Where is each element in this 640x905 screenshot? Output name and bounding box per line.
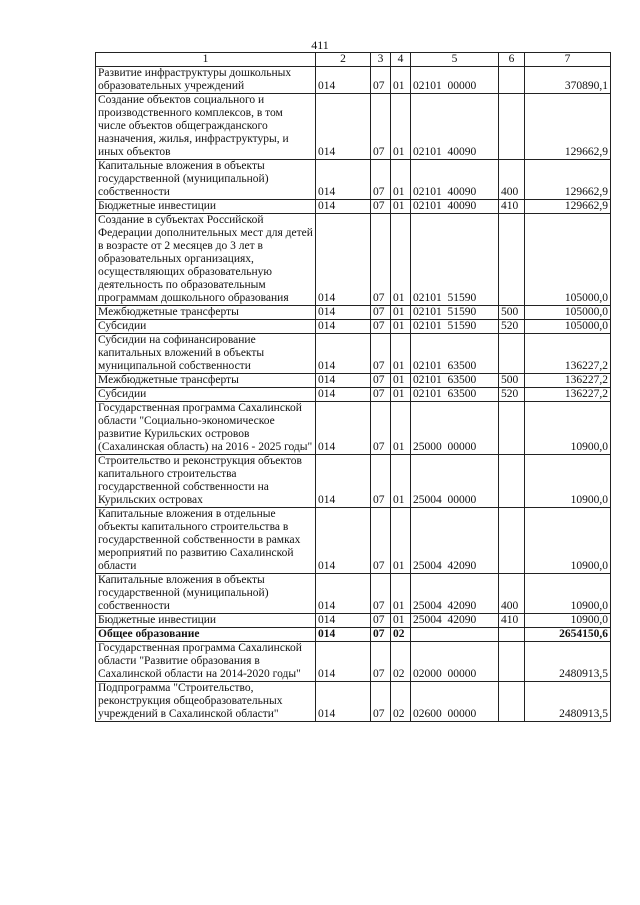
row-ministry-code: 014 [316, 574, 371, 614]
table-row [96, 628, 611, 642]
table-row [96, 682, 611, 722]
row-amount: 105000,0 [525, 306, 611, 320]
row-subsection-code: 01 [391, 320, 411, 334]
row-section-code: 07 [371, 200, 391, 214]
row-expense-type-code [499, 508, 525, 574]
row-expense-type-code [499, 67, 525, 94]
row-section-code: 07 [371, 574, 391, 614]
table-row [96, 200, 611, 214]
row-section-code: 07 [371, 642, 391, 682]
table-row [96, 67, 611, 94]
row-ministry-code: 014 [316, 614, 371, 628]
row-target-article-code: 25004 42090 [411, 614, 499, 628]
row-target-article-code: 25004 42090 [411, 508, 499, 574]
row-section-code: 07 [371, 306, 391, 320]
row-subsection-code: 02 [391, 642, 411, 682]
row-expense-type-code: 410 [499, 200, 525, 214]
row-subsection-code: 01 [391, 306, 411, 320]
row-target-article-code: 02600 00000 [411, 682, 499, 722]
row-subsection-code: 01 [391, 455, 411, 508]
row-section-code: 07 [371, 508, 391, 574]
row-expense-type-code: 500 [499, 374, 525, 388]
row-amount: 129662,9 [525, 94, 611, 160]
row-subsection-code: 01 [391, 214, 411, 306]
row-subsection-code: 01 [391, 508, 411, 574]
table-row [96, 94, 611, 160]
row-amount: 2480913,5 [525, 682, 611, 722]
column-header: 1 [96, 53, 316, 67]
row-name: Межбюджетные трансферты [96, 306, 316, 320]
table-row [96, 642, 611, 682]
row-target-article-code: 02101 51590 [411, 306, 499, 320]
row-expense-type-code: 400 [499, 574, 525, 614]
row-subsection-code: 01 [391, 574, 411, 614]
table-row [96, 374, 611, 388]
row-expense-type-code [499, 455, 525, 508]
column-header: 6 [499, 53, 525, 67]
row-name: Межбюджетные трансферты [96, 374, 316, 388]
table-row [96, 455, 611, 508]
row-target-article-code: 02101 63500 [411, 334, 499, 374]
row-ministry-code: 014 [316, 374, 371, 388]
row-section-code: 07 [371, 388, 391, 402]
row-amount: 136227,2 [525, 334, 611, 374]
row-name: Создание в субъектах Российской Федерации дополнительных мест для детей в возрасте от 2 месяцев до 3 лет в образовательных организациях, осуществляющих образовательную деятельность по образовательным программам дошкольного образования [96, 214, 316, 306]
row-section-code: 07 [371, 402, 391, 455]
row-ministry-code: 014 [316, 94, 371, 160]
row-amount: 10900,0 [525, 574, 611, 614]
row-section-code: 07 [371, 614, 391, 628]
row-ministry-code: 014 [316, 200, 371, 214]
row-expense-type-code: 500 [499, 306, 525, 320]
row-amount: 105000,0 [525, 320, 611, 334]
row-target-article-code: 02101 51590 [411, 320, 499, 334]
row-ministry-code: 014 [316, 402, 371, 455]
row-amount: 105000,0 [525, 214, 611, 306]
row-expense-type-code: 520 [499, 320, 525, 334]
row-section-code: 07 [371, 94, 391, 160]
row-name: Строительство и реконструкция объектов капитального строительства государственной собственности на Курильских островах [96, 455, 316, 508]
row-name: Капитальные вложения в отдельные объекты капитального строительства в государственной собственности в рамках мероприятий по развитию Сахалинской области [96, 508, 316, 574]
row-expense-type-code [499, 214, 525, 306]
row-target-article-code: 25004 42090 [411, 574, 499, 614]
row-ministry-code: 014 [316, 334, 371, 374]
row-target-article-code: 25004 00000 [411, 455, 499, 508]
row-ministry-code: 014 [316, 628, 371, 642]
row-expense-type-code [499, 682, 525, 722]
row-amount: 2654150,6 [525, 628, 611, 642]
column-header: 7 [525, 53, 611, 67]
row-ministry-code: 014 [316, 67, 371, 94]
row-name: Бюджетные инвестиции [96, 614, 316, 628]
row-expense-type-code: 400 [499, 160, 525, 200]
column-header: 2 [316, 53, 371, 67]
row-expense-type-code [499, 628, 525, 642]
row-subsection-code: 01 [391, 94, 411, 160]
row-section-code: 07 [371, 214, 391, 306]
row-amount: 136227,2 [525, 374, 611, 388]
row-subsection-code: 01 [391, 614, 411, 628]
row-ministry-code: 014 [316, 160, 371, 200]
row-expense-type-code [499, 402, 525, 455]
row-amount: 2480913,5 [525, 642, 611, 682]
row-expense-type-code [499, 334, 525, 374]
row-name: Развитие инфраструктуры дошкольных образовательных учреждений [96, 67, 316, 94]
table-row [96, 574, 611, 614]
row-amount: 10900,0 [525, 402, 611, 455]
row-target-article-code: 02000 00000 [411, 642, 499, 682]
page-number: 411 [311, 38, 329, 52]
column-number-row [96, 53, 611, 67]
column-header: 5 [411, 53, 499, 67]
column-header: 3 [371, 53, 391, 67]
row-section-code: 07 [371, 374, 391, 388]
row-subsection-code: 01 [391, 200, 411, 214]
row-name: Субсидии [96, 388, 316, 402]
row-ministry-code: 014 [316, 642, 371, 682]
row-subsection-code: 01 [391, 388, 411, 402]
row-ministry-code: 014 [316, 320, 371, 334]
row-section-code: 07 [371, 628, 391, 642]
row-ministry-code: 014 [316, 214, 371, 306]
row-amount: 129662,9 [525, 200, 611, 214]
column-header: 4 [391, 53, 411, 67]
row-subsection-code: 01 [391, 160, 411, 200]
row-subsection-code: 02 [391, 682, 411, 722]
row-ministry-code: 014 [316, 306, 371, 320]
table-row [96, 214, 611, 306]
row-name: Капитальные вложения в объекты государственной (муниципальной) собственности [96, 160, 316, 200]
row-name: Субсидии [96, 320, 316, 334]
row-target-article-code: 02101 40090 [411, 94, 499, 160]
row-section-code: 07 [371, 682, 391, 722]
table-row [96, 402, 611, 455]
row-expense-type-code [499, 642, 525, 682]
table-row [96, 388, 611, 402]
row-subsection-code: 01 [391, 67, 411, 94]
row-target-article-code: 25000 00000 [411, 402, 499, 455]
row-subsection-code: 02 [391, 628, 411, 642]
row-target-article-code [411, 628, 499, 642]
row-section-code: 07 [371, 320, 391, 334]
row-name: Государственная программа Сахалинской области "Социально-экономическое развитие Курильских островов (Сахалинская область) на 2016 - 2025 годы" [96, 402, 316, 455]
row-section-code: 07 [371, 334, 391, 374]
budget-table [95, 52, 611, 722]
row-amount: 129662,9 [525, 160, 611, 200]
row-amount: 10900,0 [525, 614, 611, 628]
row-name: Создание объектов социального и производственного комплексов, в том числе объектов общегражданского назначения, жилья, инфраструктуры, и иных объектов [96, 94, 316, 160]
row-name: Общее образование [96, 628, 316, 642]
row-amount: 370890,1 [525, 67, 611, 94]
row-ministry-code: 014 [316, 508, 371, 574]
row-ministry-code: 014 [316, 682, 371, 722]
row-name: Субсидии на софинансирование капитальных вложений в объекты муниципальной собственности [96, 334, 316, 374]
table-row [96, 614, 611, 628]
row-ministry-code: 014 [316, 455, 371, 508]
row-name: Подпрограмма "Строительство, реконструкция общеобразовательных учреждений в Сахалинской области" [96, 682, 316, 722]
row-expense-type-code: 410 [499, 614, 525, 628]
row-section-code: 07 [371, 160, 391, 200]
row-amount: 10900,0 [525, 508, 611, 574]
row-target-article-code: 02101 51590 [411, 214, 499, 306]
row-section-code: 07 [371, 455, 391, 508]
row-name: Бюджетные инвестиции [96, 200, 316, 214]
table-row [96, 160, 611, 200]
table-row [96, 320, 611, 334]
row-ministry-code: 014 [316, 388, 371, 402]
row-amount: 10900,0 [525, 455, 611, 508]
row-target-article-code: 02101 63500 [411, 374, 499, 388]
row-section-code: 07 [371, 67, 391, 94]
table-row [96, 306, 611, 320]
table-row [96, 334, 611, 374]
table-row [96, 508, 611, 574]
table-body [96, 67, 611, 722]
row-target-article-code: 02101 63500 [411, 388, 499, 402]
row-target-article-code: 02101 40090 [411, 160, 499, 200]
row-expense-type-code: 520 [499, 388, 525, 402]
row-subsection-code: 01 [391, 334, 411, 374]
row-subsection-code: 01 [391, 374, 411, 388]
row-target-article-code: 02101 00000 [411, 67, 499, 94]
row-amount: 136227,2 [525, 388, 611, 402]
row-target-article-code: 02101 40090 [411, 200, 499, 214]
row-name: Государственная программа Сахалинской области "Развитие образования в Сахалинской области на 2014-2020 годы" [96, 642, 316, 682]
row-expense-type-code [499, 94, 525, 160]
row-name: Капитальные вложения в объекты государственной (муниципальной) собственности [96, 574, 316, 614]
row-subsection-code: 01 [391, 402, 411, 455]
